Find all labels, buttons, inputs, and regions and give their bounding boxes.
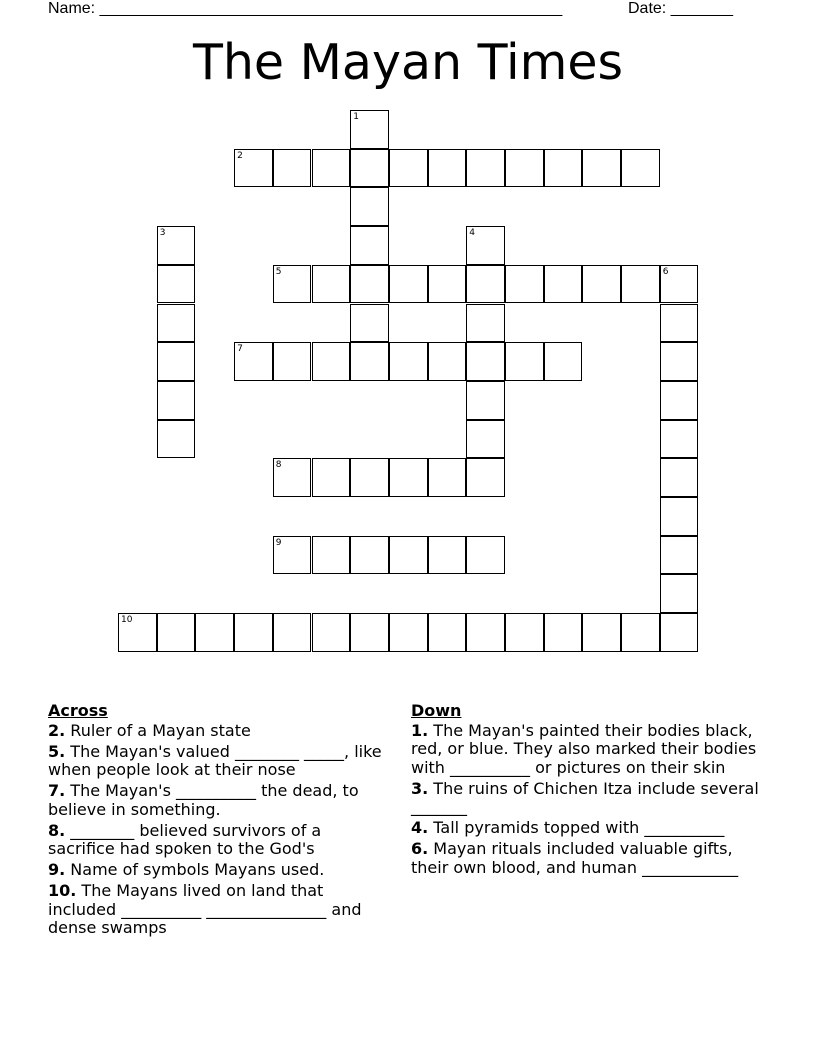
clue-text: The Mayans lived on land that included __________ _______________ and dense swamps bbox=[48, 881, 362, 937]
grid-cell[interactable] bbox=[466, 420, 505, 459]
clue-number-label: 6. bbox=[411, 839, 429, 858]
grid-cell[interactable] bbox=[466, 265, 505, 304]
date-field-label[interactable]: Date: _______ bbox=[628, 0, 733, 17]
grid-cell[interactable] bbox=[157, 304, 196, 343]
grid-cell[interactable] bbox=[234, 613, 273, 652]
grid-cell[interactable] bbox=[312, 149, 351, 188]
grid-cell[interactable] bbox=[621, 613, 660, 652]
across-clue bbox=[48, 743, 388, 780]
down-clue bbox=[411, 780, 771, 817]
clue-text: The ruins of Chichen Itza include several _______ bbox=[411, 778, 759, 816]
grid-cell[interactable] bbox=[389, 342, 428, 381]
grid-cell[interactable] bbox=[273, 265, 312, 304]
grid-cell[interactable] bbox=[660, 342, 699, 381]
clue-number-label: 8. bbox=[48, 820, 66, 840]
grid-cell[interactable] bbox=[582, 613, 621, 652]
grid-cell[interactable] bbox=[428, 149, 467, 188]
grid-cell[interactable] bbox=[350, 613, 389, 652]
grid-cell[interactable] bbox=[544, 265, 583, 304]
grid-cell[interactable] bbox=[660, 536, 699, 575]
grid-cell[interactable] bbox=[582, 265, 621, 304]
clue-text: The Mayan's valued ________ _____, like when people look at their nose bbox=[48, 741, 382, 779]
down-heading: Down bbox=[411, 701, 462, 720]
clue-text: The Mayan's __________ the dead, to believe in something. bbox=[48, 781, 359, 819]
page-title: The Mayan Times bbox=[192, 34, 624, 91]
grid-cell[interactable] bbox=[350, 187, 389, 226]
clue-number: 10 bbox=[121, 615, 133, 626]
grid-cell[interactable] bbox=[350, 536, 389, 575]
grid-cell[interactable] bbox=[350, 458, 389, 497]
grid-cell[interactable] bbox=[389, 613, 428, 652]
grid-cell[interactable] bbox=[389, 536, 428, 575]
clue-number-label: 9. bbox=[48, 860, 66, 879]
grid-cell[interactable] bbox=[466, 381, 505, 420]
grid-cell[interactable] bbox=[389, 265, 428, 304]
grid-cell[interactable] bbox=[312, 265, 351, 304]
grid-cell[interactable] bbox=[544, 149, 583, 188]
clue-number: 7 bbox=[237, 344, 243, 355]
grid-cell[interactable] bbox=[466, 304, 505, 343]
clue-text: ________ believed survivors of a sacrifice had spoken to the God's bbox=[48, 820, 322, 858]
grid-cell[interactable] bbox=[273, 149, 312, 188]
grid-cell[interactable] bbox=[466, 536, 505, 575]
grid-cell[interactable] bbox=[505, 613, 544, 652]
grid-cell[interactable] bbox=[273, 458, 312, 497]
clue-number-label: 4. bbox=[411, 818, 429, 837]
clue-number-label: 5. bbox=[48, 741, 66, 761]
clue-text: Mayan rituals included valuable gifts, their own blood, and human ____________ bbox=[411, 839, 739, 877]
grid-cell[interactable] bbox=[350, 304, 389, 343]
clue-number: 5 bbox=[275, 266, 282, 277]
grid-cell[interactable] bbox=[660, 613, 699, 652]
clue-text: Ruler of a Mayan state bbox=[65, 720, 251, 740]
grid-cell[interactable] bbox=[428, 536, 467, 575]
grid-cell[interactable] bbox=[389, 149, 428, 188]
grid-cell[interactable] bbox=[273, 536, 312, 575]
grid-cell[interactable] bbox=[466, 458, 505, 497]
grid-cell[interactable] bbox=[621, 149, 660, 188]
grid-cell[interactable] bbox=[660, 497, 699, 536]
grid-cell[interactable] bbox=[157, 342, 196, 381]
grid-cell[interactable] bbox=[234, 342, 273, 381]
across-clue bbox=[48, 861, 388, 880]
grid-cell[interactable] bbox=[157, 420, 196, 459]
down-clue-list bbox=[411, 722, 771, 878]
grid-cell[interactable] bbox=[660, 458, 699, 497]
grid-cell[interactable] bbox=[660, 381, 699, 420]
grid-cell[interactable] bbox=[660, 574, 699, 613]
clue-text: Tall pyramids topped with __________ bbox=[428, 818, 725, 837]
grid-cell[interactable] bbox=[312, 536, 351, 575]
grid-cell[interactable] bbox=[234, 149, 273, 188]
down-clue bbox=[411, 819, 771, 838]
grid-cell[interactable] bbox=[195, 613, 234, 652]
clue-number-label: 1. bbox=[411, 720, 429, 740]
grid-cell[interactable] bbox=[350, 265, 389, 304]
grid-cell[interactable] bbox=[660, 304, 699, 343]
grid-cell[interactable] bbox=[621, 265, 660, 304]
grid-cell[interactable] bbox=[466, 342, 505, 381]
across-clue bbox=[48, 782, 388, 819]
grid-cell[interactable] bbox=[157, 226, 196, 265]
across-clues bbox=[48, 702, 388, 940]
down-clue bbox=[411, 840, 771, 877]
grid-cell[interactable] bbox=[660, 420, 699, 459]
grid-cell[interactable] bbox=[428, 265, 467, 304]
grid-cell[interactable] bbox=[273, 613, 312, 652]
grid-cell[interactable] bbox=[350, 226, 389, 265]
name-field-label[interactable]: Name: ____________________________________________________ bbox=[48, 0, 563, 17]
across-clue-list bbox=[48, 722, 388, 938]
clue-number: 2 bbox=[237, 150, 243, 161]
grid-cell[interactable] bbox=[505, 342, 544, 381]
down-clues bbox=[411, 702, 771, 880]
grid-cell[interactable] bbox=[312, 613, 351, 652]
clue-number-label: 7. bbox=[48, 781, 66, 800]
across-clue bbox=[48, 722, 388, 741]
grid-cell[interactable] bbox=[350, 110, 389, 149]
clue-number: 3 bbox=[159, 228, 166, 239]
clue-number: 4 bbox=[469, 228, 476, 239]
grid-cell[interactable] bbox=[350, 149, 389, 188]
grid-cell[interactable] bbox=[544, 613, 583, 652]
grid-cell[interactable] bbox=[660, 265, 699, 304]
across-clue bbox=[48, 822, 388, 859]
grid-cell[interactable] bbox=[428, 458, 467, 497]
clue-number: 6 bbox=[662, 266, 669, 277]
clue-number: 8 bbox=[275, 460, 282, 471]
grid-cell[interactable] bbox=[273, 342, 312, 381]
grid-cell[interactable] bbox=[466, 613, 505, 652]
grid-cell[interactable] bbox=[466, 149, 505, 188]
grid-cell[interactable] bbox=[312, 458, 351, 497]
grid-cell[interactable] bbox=[505, 265, 544, 304]
grid-cell[interactable] bbox=[466, 226, 505, 265]
grid-cell[interactable] bbox=[157, 613, 196, 652]
grid-cell[interactable] bbox=[428, 613, 467, 652]
clue-text: The Mayan's painted their bodies black, red, or blue. They also marked their bodies with __________ or pictures on their skin bbox=[411, 720, 757, 777]
down-clue bbox=[411, 722, 771, 778]
clue-text: Name of symbols Mayans used. bbox=[65, 860, 325, 879]
grid-cell[interactable] bbox=[389, 458, 428, 497]
grid-cell[interactable] bbox=[118, 613, 157, 652]
clue-number: 9 bbox=[275, 537, 282, 548]
grid-cell[interactable] bbox=[582, 149, 621, 188]
grid-cell[interactable] bbox=[157, 265, 196, 304]
grid-cell[interactable] bbox=[505, 149, 544, 188]
across-heading: Across bbox=[48, 701, 108, 720]
grid-cell[interactable] bbox=[544, 342, 583, 381]
clue-number-label: 3. bbox=[411, 778, 429, 798]
grid-cell[interactable] bbox=[350, 342, 389, 381]
clue-number-label: 2. bbox=[48, 720, 66, 740]
grid-cell[interactable] bbox=[312, 342, 351, 381]
clue-number-label: 10. bbox=[48, 881, 77, 900]
grid-cell[interactable] bbox=[428, 342, 467, 381]
grid-cell[interactable] bbox=[157, 381, 196, 420]
clue-number: 1 bbox=[353, 112, 359, 122]
across-clue bbox=[48, 882, 388, 938]
